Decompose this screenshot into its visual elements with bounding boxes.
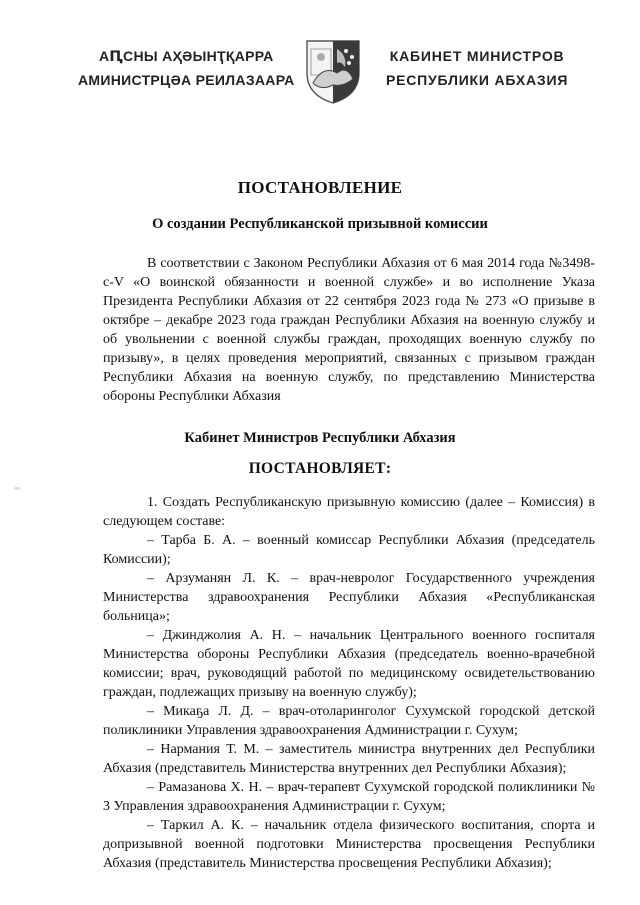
list-item: – Нармания Т. М. – заместитель министра внутренних дел Республики Абхазия (представитель Министерства внутренних дел Республики Абхазия); [103,742,595,776]
list-item: – Арзуманян Л. К. – врач-невролог Государственного учреждения Министерства здравоохранения Республики Абхазия «Республиканская больница»; [103,571,595,624]
coat-of-arms-icon [297,35,369,107]
header-right-line1: КАБИНЕТ МИНИСТРОВ [389,48,565,64]
header-abkhaz [78,44,295,92]
commission-list [103,493,595,873]
document-title: ПОСТАНОВЛЕНИЕ [237,178,403,197]
header-right-line2: РЕСПУБЛИКИ АБХАЗИЯ [386,72,569,88]
list-item: – Джинджолия А. Н. – начальник Центрального военного госпиталя Министерства обороны Республики Абхазия (председатель военно-врачебной комиссии; врач, руководящий работой по медицинскому освидетельствованию граждан, подлежащих призыву на военную службу); [103,628,595,700]
list-item: – Микаҕа Л. Д. – врач-отоларинголог Сухумской городской детской поликлиники Управления здравоохранения Администрации г. Сухум; [103,704,595,738]
cabinet-line: Кабинет Министров Республики Абхазия [184,430,456,446]
header-left-line1: АԤСНЫ АҲӘЫНҬҚАРРА [98,48,274,64]
list-item: – Тарба Б. А. – военный комиссар Республики Абхазия (председатель Комиссии); [103,533,595,567]
header-russian [386,44,568,92]
header-left-line2: АМИНИСТРЦӘА РЕИЛАЗААРА [78,72,295,88]
scan-mark [14,487,20,490]
document-subtitle: О создании Республиканской призывной комиссии [152,216,488,232]
decree-heading: ПОСТАНОВЛЯЕТ: [248,460,392,477]
list-item: – Рамазанова Х. Н. – врач-терапевт Сухумской городской поликлиники № 3 Управления здравоохранения Администрации г. Сухум; [103,780,595,814]
preamble [103,254,595,406]
preamble-text: В соответствии с Законом Республики Абхазия от 6 мая 2014 года №3498-с-V «О воинской обязанности и военной службе» и во исполнение Указа Президента Республики Абхазия от 22 сентября 2023 года № 273 «О призыве в октябре – декабре 2023 года граждан Республики Абхазия на военную службу и об увольнении с военной службы граждан, проходящих военную службу по призыву», в целях проведения мероприятий, связанных с призывом граждан Республики Абхазия на военную службу, по представлению Министерства обороны Республики Абхазия [103,256,595,404]
list-item: – Таркил А. К. – начальник отдела физического воспитания, спорта и допризывной военной подготовки Министерства просвещения Республики Абхазия (представитель Министерства просвещения Республики Абхазия); [103,818,595,871]
list-item: 1. Создать Республиканскую призывную комиссию (далее – Комиссия) в следующем составе: [103,495,595,529]
